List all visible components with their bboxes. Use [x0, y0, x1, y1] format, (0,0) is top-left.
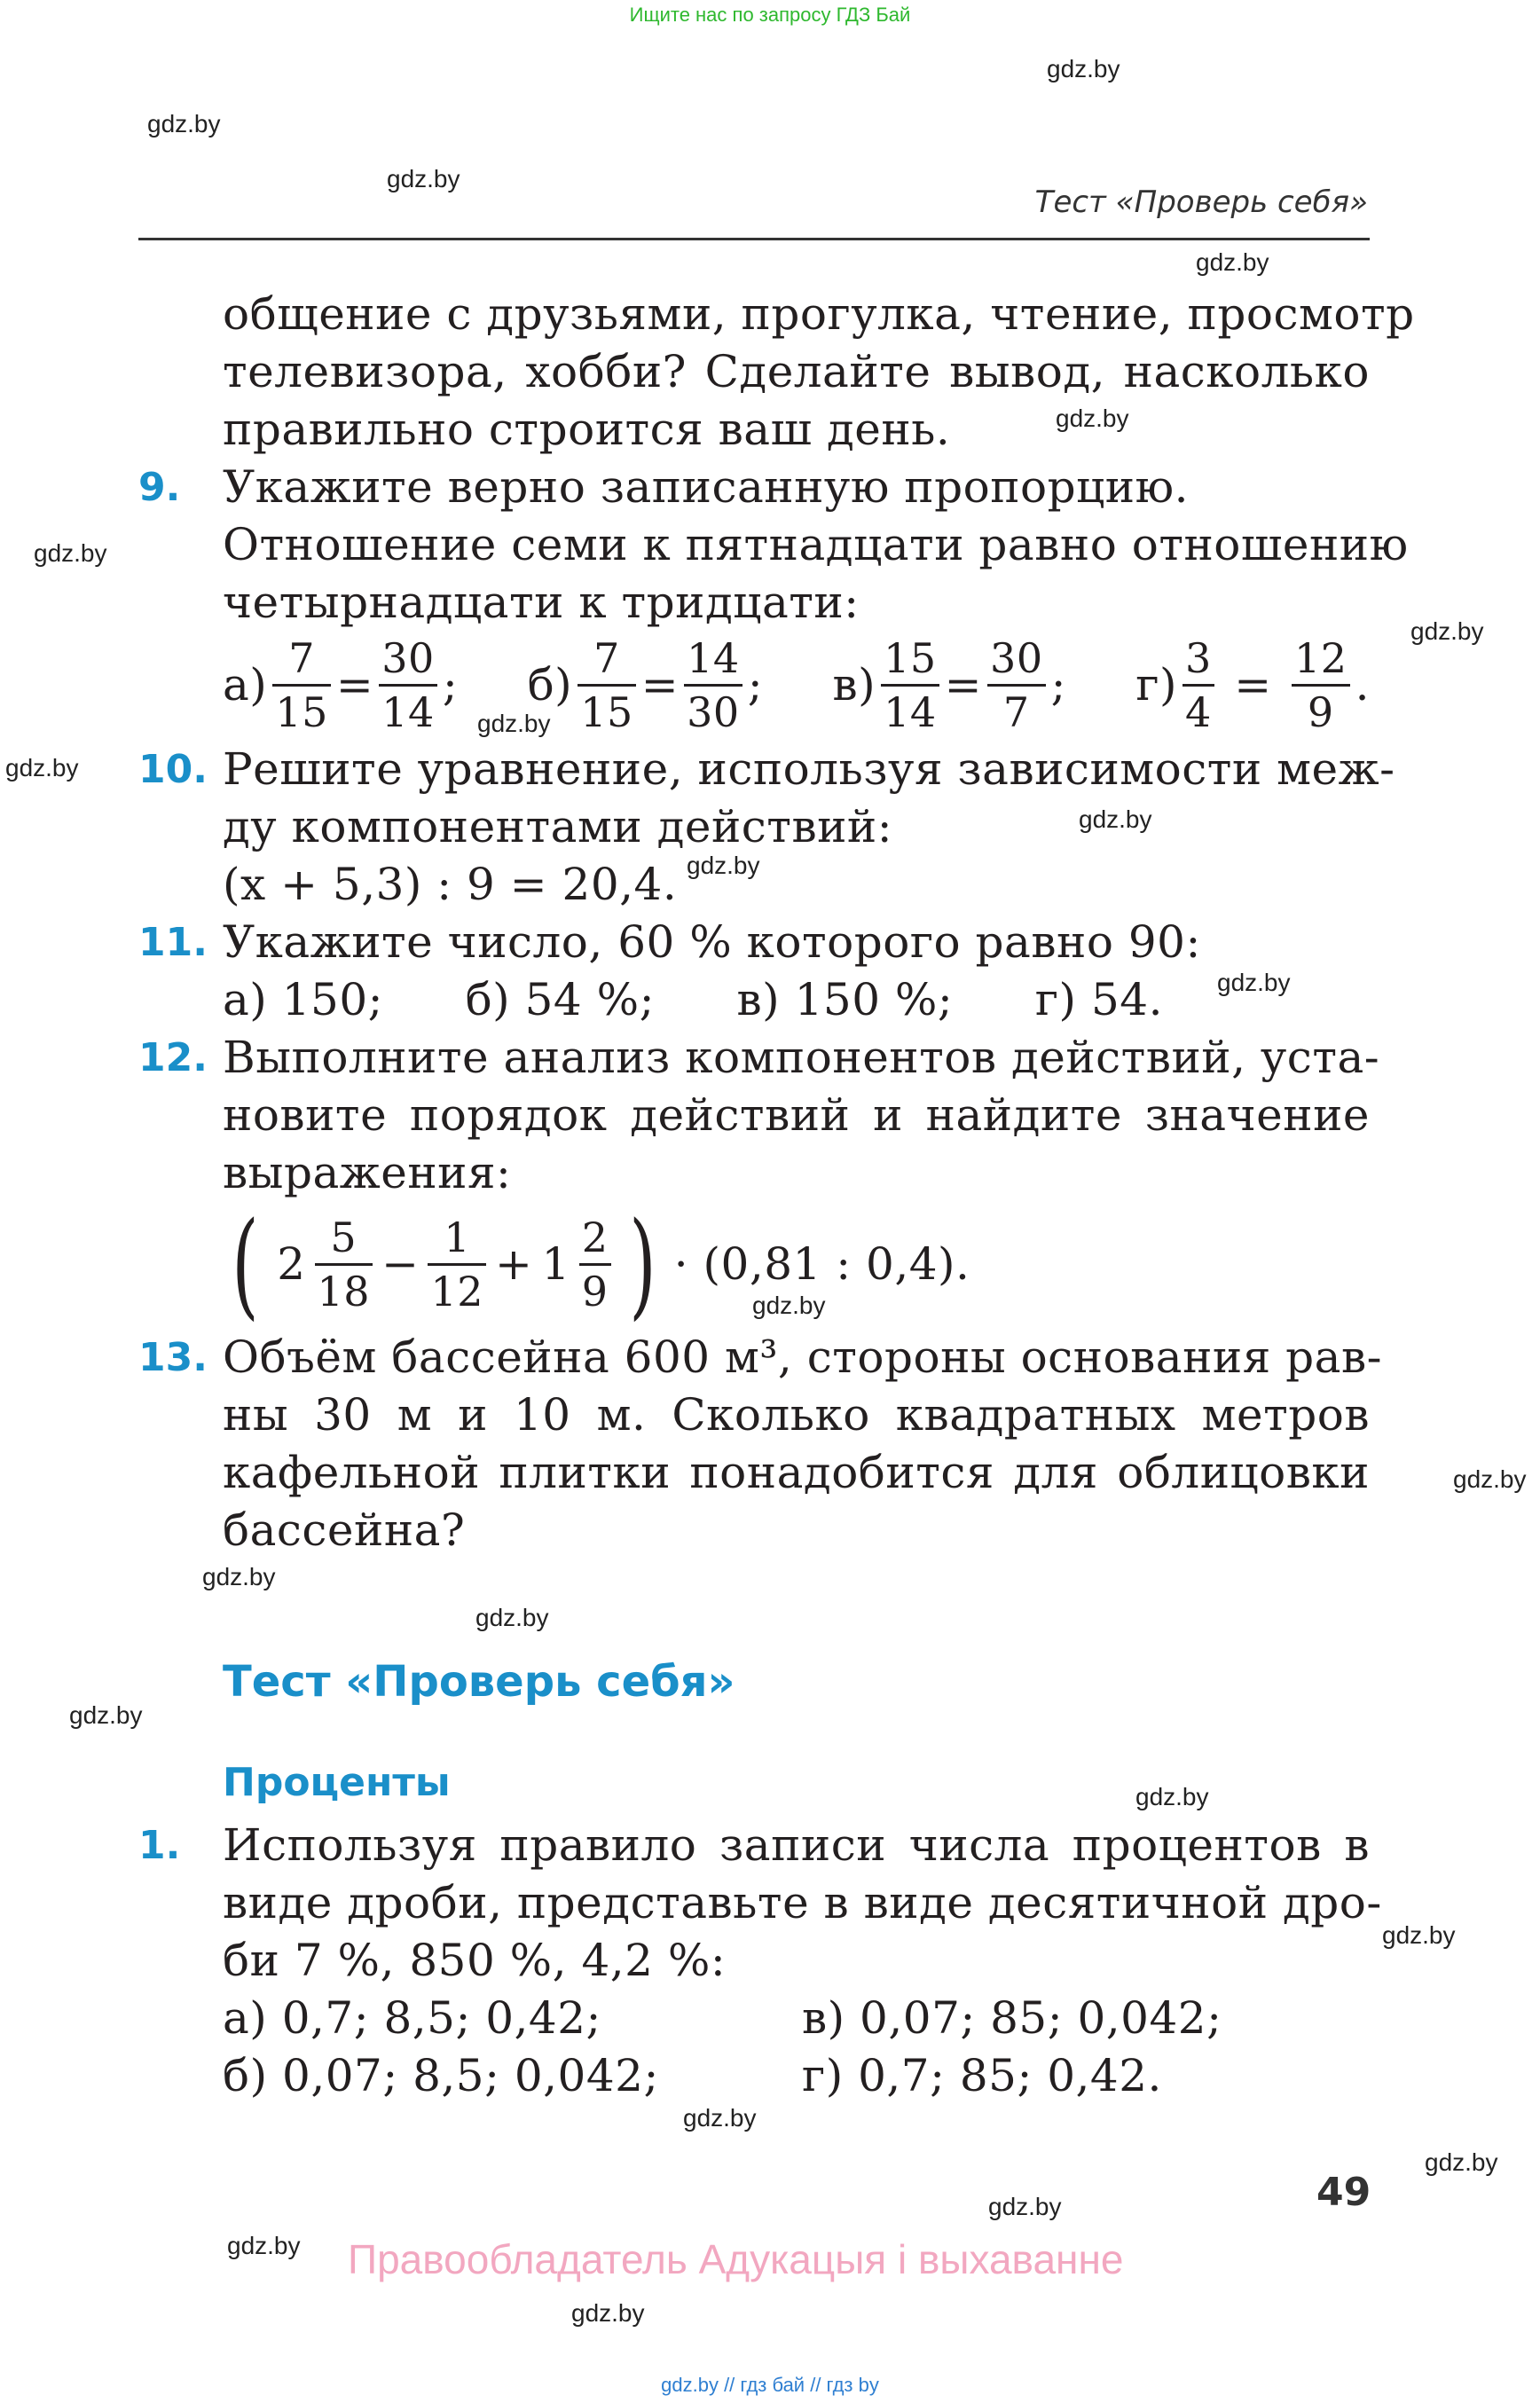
denominator: 15: [580, 687, 633, 736]
text-line: новите порядок действий и найдите значение: [223, 1089, 1370, 1141]
denominator: 18: [317, 1267, 371, 1315]
fraction: [987, 633, 1046, 736]
denominator: 15: [275, 687, 328, 736]
watermark: gdz.by: [1196, 248, 1269, 276]
text-line: Объём бассейна 600 м³, стороны основания рав-: [223, 1331, 1383, 1383]
watermark: gdz.by: [1079, 805, 1152, 833]
numerator: 30: [987, 638, 1046, 687]
numerator: 15: [881, 638, 939, 687]
denominator: 7: [1002, 687, 1030, 736]
task-number-12: 12.: [138, 1035, 208, 1080]
numerator: 3: [1182, 638, 1214, 687]
watermark: gdz.by: [227, 2232, 301, 2259]
plus: +: [495, 1237, 533, 1290]
task-number-13: 13.: [138, 1335, 208, 1380]
numerator: 30: [379, 638, 437, 687]
option-v: [832, 633, 1066, 736]
watermark: gdz.by: [687, 852, 760, 879]
denominator: 9: [1307, 687, 1334, 736]
expression: [223, 1197, 1370, 1331]
watermark: gdz.by: [1135, 1783, 1209, 1810]
option-label: а): [223, 658, 268, 711]
option-v: [802, 1990, 1370, 2047]
task-number-9: 9.: [138, 465, 181, 510]
numerator: 1: [428, 1217, 486, 1266]
watermark: gdz.by: [1382, 1921, 1456, 1949]
fraction: [315, 1213, 373, 1315]
watermark: gdz.by: [1410, 617, 1484, 645]
task-number-10: 10.: [138, 747, 208, 792]
option-g: [802, 2047, 1370, 2105]
text-line: общение с друзьями, прогулка, чтение, просмотр: [223, 288, 1415, 340]
option-g: [1135, 633, 1370, 736]
text-line: телевизора, хобби? Сделайте вывод, насколько: [223, 346, 1370, 397]
option-label: в): [832, 658, 876, 711]
watermark: gdz.by: [202, 1563, 276, 1590]
fraction: [1182, 633, 1214, 736]
option-label: г): [1135, 658, 1178, 711]
fraction: [1292, 633, 1350, 736]
punct: ;: [1050, 658, 1066, 711]
equals: =: [640, 658, 680, 711]
watermark: gdz.by: [1056, 404, 1129, 432]
text-line: правильно строится ваш день.: [223, 404, 951, 455]
fraction: [578, 633, 636, 736]
text-line: Укажите число, 60 % которого равно 90:: [223, 916, 1201, 968]
section-title: Тест «Проверь себя»: [223, 1657, 735, 1707]
option-b: б) 54 %;: [465, 974, 655, 1025]
equals: =: [944, 658, 983, 711]
watermark: gdz.by: [387, 165, 460, 192]
watermark: gdz.by: [988, 2193, 1062, 2220]
text-line: виде дроби, представьте в виде десятичной дро-: [223, 1877, 1382, 1928]
option-text: г) 0,7; 85; 0,42.: [802, 2050, 1162, 2101]
fraction: [428, 1213, 486, 1315]
text-line: Отношение семи к пятнадцати равно отношению: [223, 519, 1409, 570]
watermark: gdz.by: [1425, 2148, 1498, 2176]
text-line: Выполните анализ компонентов действий, уста-: [223, 1032, 1380, 1083]
text-line: Используя правило записи числа процентов в: [223, 1819, 1370, 1871]
watermark: gdz.by: [571, 2299, 645, 2327]
text-line: ны 30 м и 10 м. Сколько квадратных метров: [223, 1389, 1370, 1441]
equation: (x + 5,3) : 9 = 20,4.: [223, 859, 678, 910]
equals: =: [1219, 658, 1287, 711]
option-text: а) 0,7; 8,5; 0,42;: [223, 1992, 601, 2044]
option-text: б) 0,07; 8,5; 0,042;: [223, 2050, 659, 2101]
watermark: gdz.by: [683, 2104, 757, 2132]
running-head: Тест «Проверь себя»: [1034, 185, 1368, 220]
denominator: 14: [381, 687, 435, 736]
left-paren: (: [232, 1197, 259, 1331]
option-v: в) 150 %;: [736, 974, 954, 1025]
text-line: бассейна?: [223, 1504, 466, 1556]
right-paren: ): [628, 1197, 656, 1331]
option-a: [223, 633, 459, 736]
section-subtitle: Проценты: [223, 1760, 451, 1805]
watermark: gdz.by: [1047, 55, 1120, 82]
task-number-1: 1.: [138, 1823, 181, 1868]
punct: ;: [442, 658, 459, 711]
watermark: gdz.by: [34, 539, 107, 567]
top-banner: Ищите нас по запросу ГДЗ Бай: [629, 4, 911, 26]
task11-options: [223, 971, 1163, 1029]
fraction: [272, 633, 331, 736]
watermark: gdz.by: [477, 710, 551, 737]
copyright-notice: Правообладатель Адукацыя і выхаванне: [348, 2236, 1124, 2282]
option-g: г) 54.: [1034, 974, 1163, 1025]
expression-tail: · (0,81 : 0,4).: [673, 1237, 970, 1290]
fraction: [881, 633, 939, 736]
watermark: gdz.by: [5, 754, 79, 781]
denominator: 12: [430, 1267, 484, 1315]
watermark: gdz.by: [752, 1292, 826, 1319]
whole: 1: [541, 1237, 570, 1290]
option-a: а) 150;: [223, 974, 383, 1025]
option-b: [527, 633, 764, 736]
watermark: gdz.by: [1453, 1465, 1527, 1493]
fraction: [684, 633, 742, 736]
equals: =: [335, 658, 374, 711]
numerator: 2: [579, 1217, 611, 1266]
text-line: Укажите верно записанную пропорцию.: [223, 461, 1190, 513]
punct: ;: [747, 658, 764, 711]
denominator: 9: [581, 1267, 609, 1315]
text-line: ду компонентами действий:: [223, 801, 893, 852]
denominator: 30: [687, 687, 740, 736]
page-number: 49: [1316, 2170, 1371, 2215]
task-number-11: 11.: [138, 920, 208, 965]
text-line: би 7 %, 850 %, 4,2 %:: [223, 1935, 727, 1986]
task9-options: [223, 632, 1370, 738]
text-line: кафельной плитки понадобится для облицовки: [223, 1447, 1370, 1498]
punct: .: [1355, 658, 1370, 711]
text-line: выражения:: [223, 1147, 512, 1198]
numerator: 7: [578, 638, 636, 687]
text-line: четырнадцати к тридцати:: [223, 577, 860, 628]
denominator: 4: [1185, 687, 1212, 736]
minus: −: [381, 1237, 420, 1290]
text-line: Решите уравнение, используя зависимости меж-: [223, 743, 1395, 795]
numerator: 14: [684, 638, 742, 687]
watermark: gdz.by: [147, 110, 221, 137]
header-rule: [138, 238, 1370, 240]
option-label: б): [527, 658, 573, 711]
bottom-banner[interactable]: gdz.by // гдз бай // гдз by: [661, 2374, 879, 2396]
option-text: в) 0,07; 85; 0,042;: [802, 1992, 1222, 2044]
watermark: gdz.by: [475, 1604, 549, 1631]
whole: 2: [277, 1237, 306, 1290]
fraction: [379, 633, 437, 736]
numerator: 7: [272, 638, 331, 687]
watermark: gdz.by: [1217, 969, 1291, 996]
numerator: 5: [315, 1217, 373, 1266]
numerator: 12: [1292, 638, 1350, 687]
fraction: [579, 1213, 611, 1315]
watermark: gdz.by: [69, 1701, 143, 1729]
denominator: 14: [884, 687, 937, 736]
